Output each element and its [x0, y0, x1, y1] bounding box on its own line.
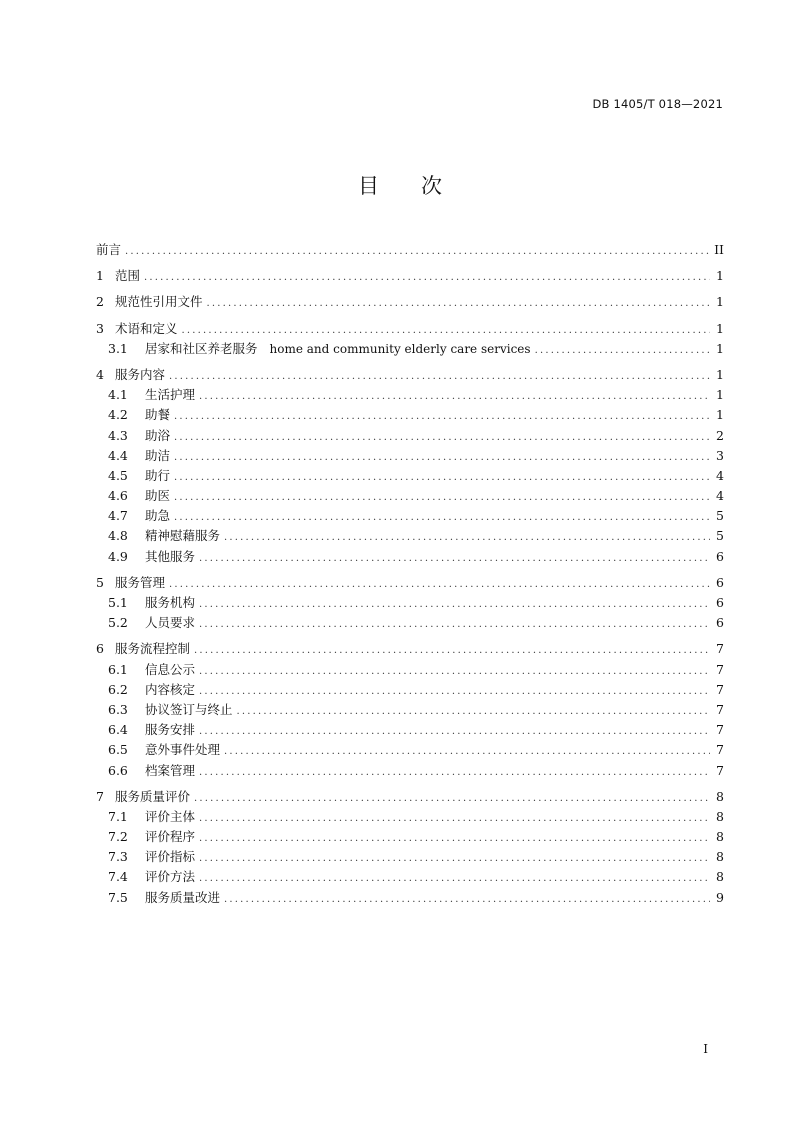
toc-entry-title: 助洁: [145, 447, 171, 463]
toc-entry-number: 6.6: [108, 762, 128, 778]
dot-leader: [199, 833, 710, 844]
toc-entry-number: 3.1: [108, 340, 128, 356]
toc-entry-page: II: [714, 242, 724, 257]
dot-leader: [125, 246, 710, 257]
toc-entry-page: 3: [716, 447, 724, 463]
document-id: DB 1405/T 018—2021: [592, 97, 723, 111]
toc-entry-number: 6.2: [108, 681, 128, 697]
toc-entry[interactable]: [96, 740, 724, 760]
toc-entry-number: 6.3: [108, 701, 128, 717]
toc-entry-number: 4.8: [108, 528, 128, 544]
dot-leader: [174, 472, 710, 483]
toc-entry[interactable]: [96, 446, 724, 466]
toc-entry-title: 评价程序: [145, 829, 196, 845]
toc-entry-title: 服务流程控制: [115, 641, 191, 657]
dot-leader: [144, 272, 710, 283]
toc-entry-page: 7: [716, 742, 724, 758]
toc-entry-number: 7.1: [108, 808, 128, 824]
toc-entry-page: 8: [716, 808, 724, 824]
toc-entry-number: 5: [96, 574, 104, 590]
toc-entry-number: 4.7: [108, 508, 128, 524]
dot-leader: [174, 411, 710, 422]
toc-entry[interactable]: [96, 807, 724, 827]
toc-entry[interactable]: [96, 639, 724, 659]
toc-entry-page: 8: [716, 829, 724, 845]
toc-entry[interactable]: [96, 593, 724, 613]
dot-leader: [182, 325, 710, 336]
dot-leader: [199, 391, 710, 402]
toc-entry[interactable]: [96, 680, 724, 700]
toc-entry[interactable]: [96, 827, 724, 847]
toc-entry-number: 5.1: [108, 595, 128, 610]
toc-entry[interactable]: [96, 700, 724, 720]
toc-entry-title: 协议签订与终止: [145, 701, 233, 717]
toc-entry[interactable]: [96, 720, 724, 740]
toc-entry-page: 5: [716, 508, 724, 524]
toc-entry-page: 1: [716, 340, 724, 356]
toc-entry[interactable]: [96, 613, 724, 633]
toc-entry-page: 6: [716, 574, 724, 590]
toc-entry-title: 信息公示: [145, 661, 196, 677]
toc-entry-page: 1: [716, 407, 724, 423]
toc-entry-english-title: home and community elderly care services: [269, 341, 531, 356]
toc-entry-title: 生活护理: [145, 387, 196, 403]
dot-leader: [199, 553, 710, 564]
toc-entry[interactable]: [96, 405, 724, 425]
toc-entry-page: 7: [716, 681, 724, 697]
toc-entry[interactable]: [96, 573, 724, 593]
toc-entry-page: 2: [716, 427, 724, 443]
toc-entry[interactable]: [96, 486, 724, 506]
toc-entry[interactable]: [96, 787, 724, 807]
toc-entry-number: 7.3: [108, 849, 128, 865]
dot-leader: [224, 746, 710, 757]
toc-entry-page: 6: [716, 615, 724, 631]
toc-entry-page: 1: [716, 320, 724, 336]
toc-entry-number: 6.5: [108, 742, 128, 758]
toc-entry-number: 7.5: [108, 889, 128, 905]
toc-entry-page: 4: [716, 467, 724, 483]
toc-entry-number: 6.1: [108, 661, 128, 677]
dot-leader: [207, 298, 710, 309]
dot-leader: [174, 512, 710, 523]
toc-entry-title: 助医: [145, 488, 171, 504]
toc-entry-title: 服务安排: [145, 722, 196, 738]
toc-entry-title: 服务管理: [115, 574, 166, 590]
toc-entry-title: 范围: [115, 268, 141, 284]
toc-entry-number: 5.2: [108, 615, 128, 631]
toc-entry-page: 7: [716, 722, 724, 738]
toc-entry-title: 规范性引用文件: [115, 294, 203, 310]
toc-entry-number: 1: [96, 268, 104, 284]
toc-entry-number: 4.2: [108, 407, 128, 423]
toc-entry-page: 4: [716, 488, 724, 504]
toc-entry-title: 意外事件处理: [145, 742, 221, 758]
dot-leader: [199, 873, 710, 884]
dot-leader: [199, 726, 710, 737]
toc-entry[interactable]: [96, 466, 724, 486]
toc-entry[interactable]: [96, 847, 724, 867]
toc-entry[interactable]: [96, 365, 724, 385]
toc-entry[interactable]: [96, 888, 724, 908]
toc-entry-page: 1: [716, 294, 724, 310]
dot-leader: [237, 706, 710, 717]
toc-entry-page: 6: [716, 595, 724, 610]
toc-entry-number: 3: [96, 320, 104, 336]
toc-entry-number: 2: [96, 294, 104, 310]
dot-leader: [169, 579, 710, 590]
toc-entry-title: 服务内容: [115, 366, 166, 382]
toc-entry-title: 精神慰藉服务: [145, 528, 221, 544]
toc-entry[interactable]: [96, 426, 724, 446]
dot-leader: [199, 619, 710, 630]
toc-entry-page: 5: [716, 528, 724, 544]
toc-entry[interactable]: [96, 526, 724, 546]
dot-leader: [199, 767, 710, 778]
dot-leader: [194, 793, 710, 804]
page-title: 目 次: [358, 174, 442, 198]
dot-leader: [199, 686, 710, 697]
toc-entry-page: 9: [716, 889, 724, 905]
toc-entry-number: 4.3: [108, 427, 128, 443]
toc-entry-page: 7: [716, 641, 724, 657]
toc-entry-title: 助餐: [145, 407, 171, 423]
dot-leader: [224, 894, 710, 905]
toc-entry-page: 8: [716, 869, 724, 885]
toc-entry-number: 4.4: [108, 447, 128, 463]
toc-entry-number: 6.4: [108, 722, 128, 738]
toc-entry-number: 7: [96, 788, 104, 804]
table-of-contents: [96, 240, 724, 908]
toc-entry-title: 前言: [96, 242, 122, 257]
dot-leader: [194, 645, 710, 656]
toc-entry[interactable]: [96, 547, 724, 567]
toc-entry-page: 8: [716, 849, 724, 865]
toc-entry-title: 评价方法: [145, 869, 196, 885]
toc-entry[interactable]: [96, 867, 724, 887]
dot-leader: [199, 853, 710, 864]
toc-entry[interactable]: [96, 385, 724, 405]
dot-leader: [174, 452, 710, 463]
toc-entry-page: 1: [716, 387, 724, 403]
toc-entry-title: 其他服务: [145, 548, 196, 564]
toc-entry-title: 居家和社区养老服务: [145, 340, 258, 356]
toc-entry-page: 6: [716, 548, 724, 564]
toc-entry-title: 人员要求: [145, 615, 196, 631]
toc-entry[interactable]: [96, 240, 724, 260]
toc-entry-page: 7: [716, 762, 724, 778]
dot-leader: [535, 345, 710, 356]
toc-entry-page: 1: [716, 366, 724, 382]
toc-entry-title: 服务质量改进: [145, 889, 221, 905]
page-number: I: [703, 1042, 708, 1056]
toc-entry[interactable]: [96, 660, 724, 680]
toc-entry-number: 4.9: [108, 548, 128, 564]
toc-entry-title: 助急: [145, 508, 171, 524]
toc-entry-number: 4: [96, 366, 104, 382]
toc-entry-title: 评价主体: [145, 808, 196, 824]
toc-entry-title: 评价指标: [145, 849, 196, 865]
toc-entry-title: 档案管理: [145, 762, 196, 778]
toc-entry[interactable]: [96, 506, 724, 526]
toc-entry-title: 助浴: [145, 427, 171, 443]
toc-entry-number: 6: [96, 641, 104, 657]
dot-leader: [199, 666, 710, 677]
toc-entry-number: 4.5: [108, 467, 128, 483]
dot-leader: [199, 813, 710, 824]
dot-leader: [199, 599, 710, 610]
toc-entry-page: 1: [716, 268, 724, 284]
toc-entry-number: 7.2: [108, 829, 128, 845]
toc-entry[interactable]: [96, 319, 724, 339]
toc-entry-page: 7: [716, 701, 724, 717]
toc-entry-title: 服务质量评价: [115, 788, 191, 804]
dot-leader: [224, 532, 710, 543]
toc-entry-number: 4.1: [108, 387, 128, 403]
toc-entry[interactable]: [96, 339, 724, 359]
toc-entry-title: 内容核定: [145, 681, 196, 697]
toc-entry-title: 术语和定义: [115, 320, 178, 336]
toc-entry-title: 助行: [145, 467, 171, 483]
toc-entry-number: 7.4: [108, 869, 128, 885]
toc-entry-title: 服务机构: [145, 595, 196, 610]
toc-entry-number: 4.6: [108, 488, 128, 504]
dot-leader: [169, 371, 710, 382]
toc-entry[interactable]: [96, 761, 724, 781]
dot-leader: [174, 492, 710, 503]
toc-entry[interactable]: [96, 266, 724, 286]
toc-entry[interactable]: [96, 292, 724, 312]
toc-entry-page: 8: [716, 788, 724, 804]
toc-entry-page: 7: [716, 661, 724, 677]
dot-leader: [174, 432, 710, 443]
